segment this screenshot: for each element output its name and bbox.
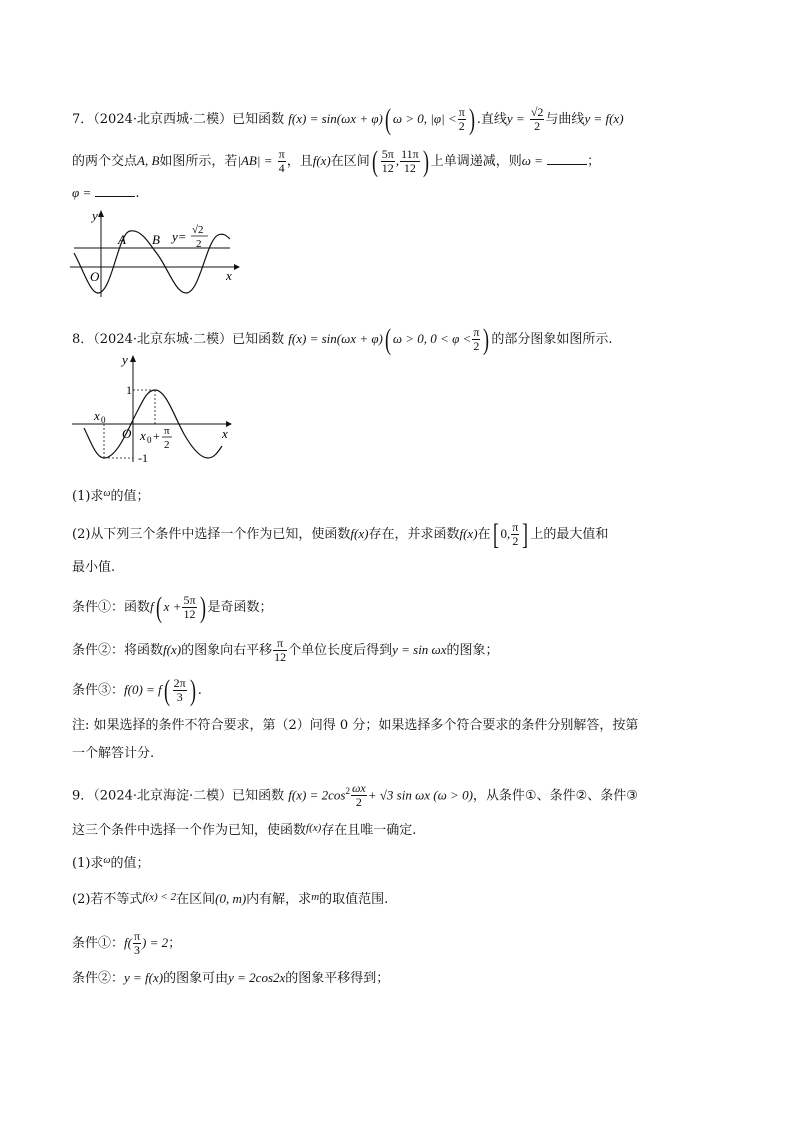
q8-condition-2: 条件②：将函数f(x)的图象向右平移 $\frac{\pi}{12}$ 个单位长度后得到y = sin ωx的图象； xyxy=(72,636,499,664)
origin-label: O xyxy=(122,426,132,441)
q8-part-1: (1)求$^\omega$的值； xyxy=(72,488,150,504)
q8-part-2-line-1: (2)从下列三个条件中选择一个作为已知，使函数f(x)存在，并求函数f(x)在[ 0, $\frac{\pi}{2}$ ] 上的最大值和 xyxy=(72,517,609,551)
origin-label: O xyxy=(90,269,100,284)
svg-text:2: 2 xyxy=(164,439,170,451)
q8-condition-1: 条件①：函数f( x + $\frac{5\pi}{12}$ ) 是奇函数； xyxy=(72,590,273,624)
min-value-label: -1 xyxy=(138,451,148,465)
x-axis-label: x xyxy=(222,426,228,441)
q8-line-1: 8．（2024·北京东城·二模）已知函数 f(x) = sin(ωx + φ)( ω > 0, 0 < φ < $\frac{\pi}{2}$ ) 的部分图象如图所示. xyxy=(72,322,613,356)
x-axis-label: x xyxy=(226,268,232,283)
line-label-denominator: 2 xyxy=(196,238,202,250)
q8-part-2-line-2: 最小值. xyxy=(72,560,116,575)
q9-part-1: (1)求$^\omega$的值； xyxy=(72,855,150,871)
line-label-numerator: √2 xyxy=(192,224,204,236)
svg-text:+: + xyxy=(153,429,160,443)
q7-line-2: 的两个交点A, B如图所示，若|AB| = $\frac{\pi}{4}$ ，且f(x)在区间( $\frac{5\pi}{12}$ , $\frac{11\pi}{12}$ ) 上单调递减，则ω = ； xyxy=(72,144,601,178)
line-label: y= xyxy=(172,229,187,244)
svg-text:π: π xyxy=(164,425,170,437)
q7-line-1: 7．（2024·北京西城·二模）已知函数 f(x) = sin(ωx + φ)( ω > 0, |φ| < $\frac{\pi}{2}$ ) .直线y = $\frac{√2}{2}$ 与曲线y = f(x) xyxy=(72,102,624,136)
point-b-label: B xyxy=(152,232,160,247)
q9-source: （2024·北京海淀·二模） xyxy=(93,788,233,804)
omega-answer-blank[interactable] xyxy=(547,152,587,165)
x0-label: x xyxy=(94,408,100,423)
q9-part-2: (2)若不等式$^{f(x) < 2}$在区间(0, m)内有解，求$^m$的取值范围. xyxy=(72,891,389,907)
q9-line-2: 这三个条件中选择一个作为已知，使函数$^{f(x)}$存在且唯一确定. xyxy=(72,822,417,838)
q8-note-line-1: 注: 如果选择的条件不符合要求，第（2）问得 0 分；如果选择多个符合要求的条件分别解答，按第 xyxy=(72,718,639,733)
q9-number: 9． xyxy=(72,788,94,804)
y-axis-arrow xyxy=(130,355,136,362)
q7-number: 7． xyxy=(72,112,94,127)
svg-text:0: 0 xyxy=(147,435,152,445)
q8-condition-3: 条件③：f(0) = f( $\frac{2\pi}{3}$ ) . xyxy=(72,673,202,707)
x-axis-arrow xyxy=(234,264,240,270)
y-axis-arrow xyxy=(98,210,104,217)
q8-note-line-2: 一个解答计分. xyxy=(72,746,155,761)
q7-frac-pi-2: $\frac{\pi}{2}$ xyxy=(458,105,465,133)
q9-condition-2: 条件②：y = f(x)的图象可由y = 2cos2x的图象平移得到； xyxy=(72,970,390,986)
q7-line-3: φ = . xyxy=(72,185,140,201)
max-value-label: 1 xyxy=(126,383,132,397)
q8-figure-sine-graph xyxy=(70,350,240,465)
point-a-label: A xyxy=(118,232,126,247)
q8-source: （2024·北京东城·二模） xyxy=(93,332,233,347)
q7-figure-sine-graph xyxy=(68,205,240,300)
q7-source: （2024·北京西城·二模） xyxy=(93,112,233,127)
q7-frac-sqrt2-2: $\frac{√2}{2}$ xyxy=(530,105,544,133)
q9-condition-1: 条件①：f( $\frac{\pi}{3}$ ) = 2； xyxy=(72,929,182,957)
x0-plus-pi-over-2-label: x xyxy=(140,428,146,443)
y-axis-label: y xyxy=(92,208,98,223)
q8-number: 8． xyxy=(72,332,94,347)
svg-text:0: 0 xyxy=(101,415,106,425)
phi-answer-blank[interactable] xyxy=(95,184,135,197)
q9-line-1: 9．（2024·北京海淀·二模）已知函数 $f(x) = 2\cos^2$ $\frac{\omega x}{2}$ + √3 sin ωx (ω > 0)，从条件①、条件②、条件③ xyxy=(72,781,638,810)
q7-frac-pi-4: $\frac{\pi}{4}$ xyxy=(278,147,285,175)
y-axis-label: y xyxy=(122,352,128,367)
